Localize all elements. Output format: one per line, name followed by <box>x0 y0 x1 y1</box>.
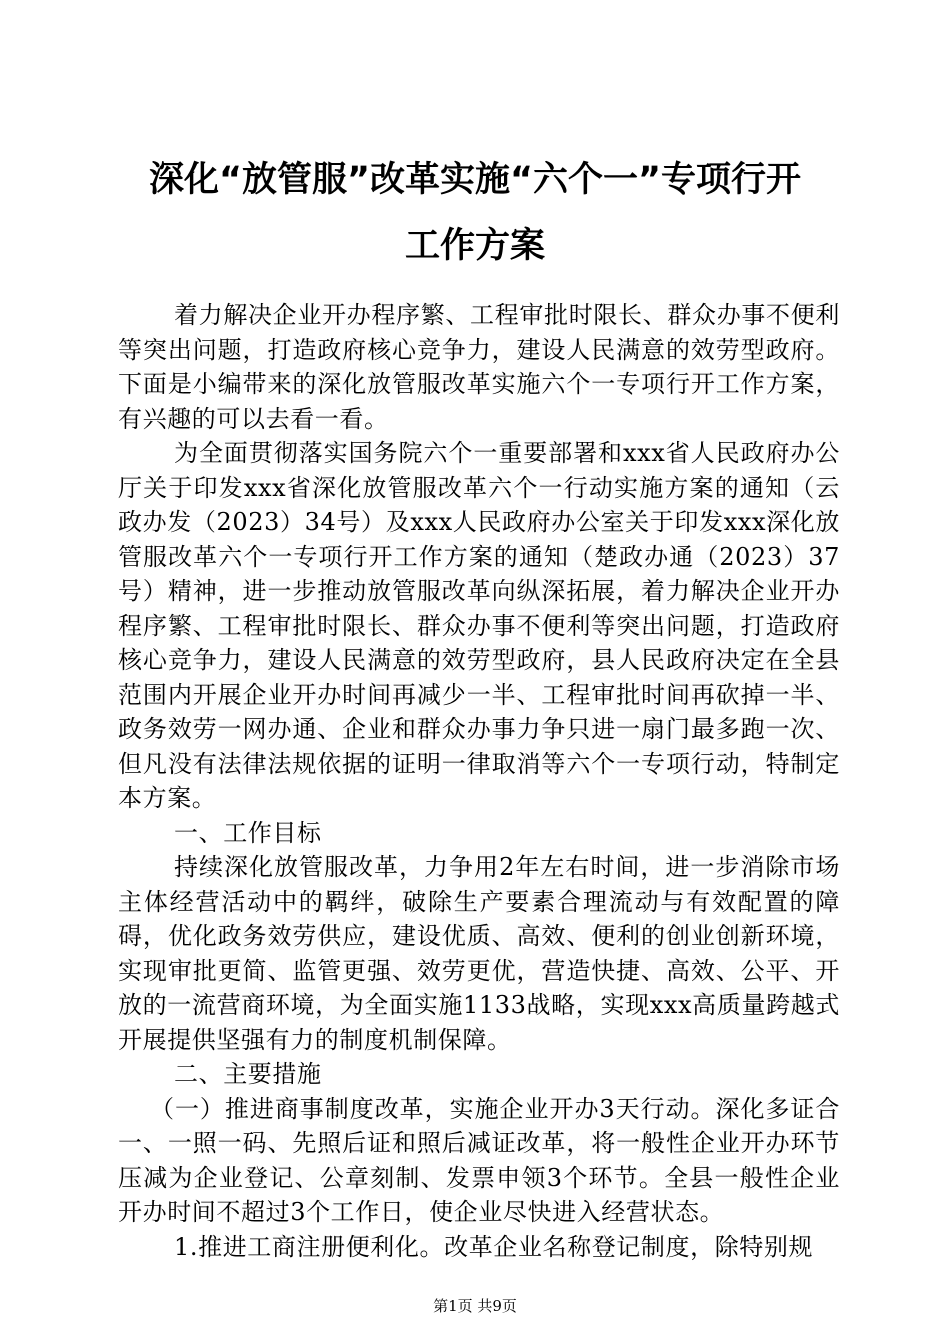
paragraph-background: 为全面贯彻落实国务院六个一重要部署和xxx省人民政府办公厅关于印发xxx省深化放管服改革六个一行动实施方案的通知（云政办发（2023）34号）及xxx人民政府办公室关于印发xxx深化放管服改革六个一专项行开工作方案的通知（楚政办通（2023）37号）精神，进一步推动放管服改革向纵深拓展，着力解决企业开办程序繁、工程审批时限长、群众办事不便利等突出问题，打造政府核心竞争力，建设人民满意的效劳型政府，县人民政府决定在全县范围内开展企业开办时间再减少一半、工程审批时间再砍掉一半、政务效劳一网办通、企业和群众办事力争只进一扇门最多跑一次、但凡没有法律法规依据的证明一律取消等六个一专项行动，特制定本方案。 <box>118 439 840 812</box>
paragraph-intro: 着力解决企业开办程序繁、工程审批时限长、群众办事不便利等突出问题，打造政府核心竞争力，建设人民满意的效劳型政府。下面是小编带来的深化放管服改革实施六个一专项行开工作方案，有兴趣的可以去看一看。 <box>118 301 840 433</box>
document-title-line-2: 工作方案 <box>404 226 545 266</box>
paragraph-measure-1: （一）推进商事制度改革，实施企业开办3天行动。深化多证合一、一照一码、先照后证和照后减证改革，将一般性企业开办环节压减为企业登记、公章刻制、发票申领3个环节。全县一般性企业开办时间不超过3个工作日，使企业尽快进入经营状态。 <box>118 1094 840 1226</box>
paragraph-measure-1-1: 1.推进工商注册便利化。改革企业名称登记制度，除特别规 <box>174 1232 814 1261</box>
page-number-footer: 第1页 共9页 <box>433 1297 517 1315</box>
section-heading-measures: 二、主要措施 <box>174 1060 322 1088</box>
section-heading-goals: 一、工作目标 <box>174 818 322 847</box>
paragraph-goals: 持续深化放管服改革，力争用2年左右时间，进一步消除市场主体经营活动中的羁绊，破除生产要素合理流动与有效配置的障碍，优化政务效劳供应，建设优质、高效、便利的创业创新环境，实现审批更简、监管更强、效劳更优，营造快捷、高效、公平、开放的一流营商环境，为全面实施1133战略，实现xxx高质量跨越式开展提供坚强有力的制度机制保障。 <box>118 853 840 1054</box>
document-title-line-1: 深化“放管服”改革实施“六个一”专项行开 <box>148 160 801 200</box>
document-body <box>118 298 840 1264</box>
